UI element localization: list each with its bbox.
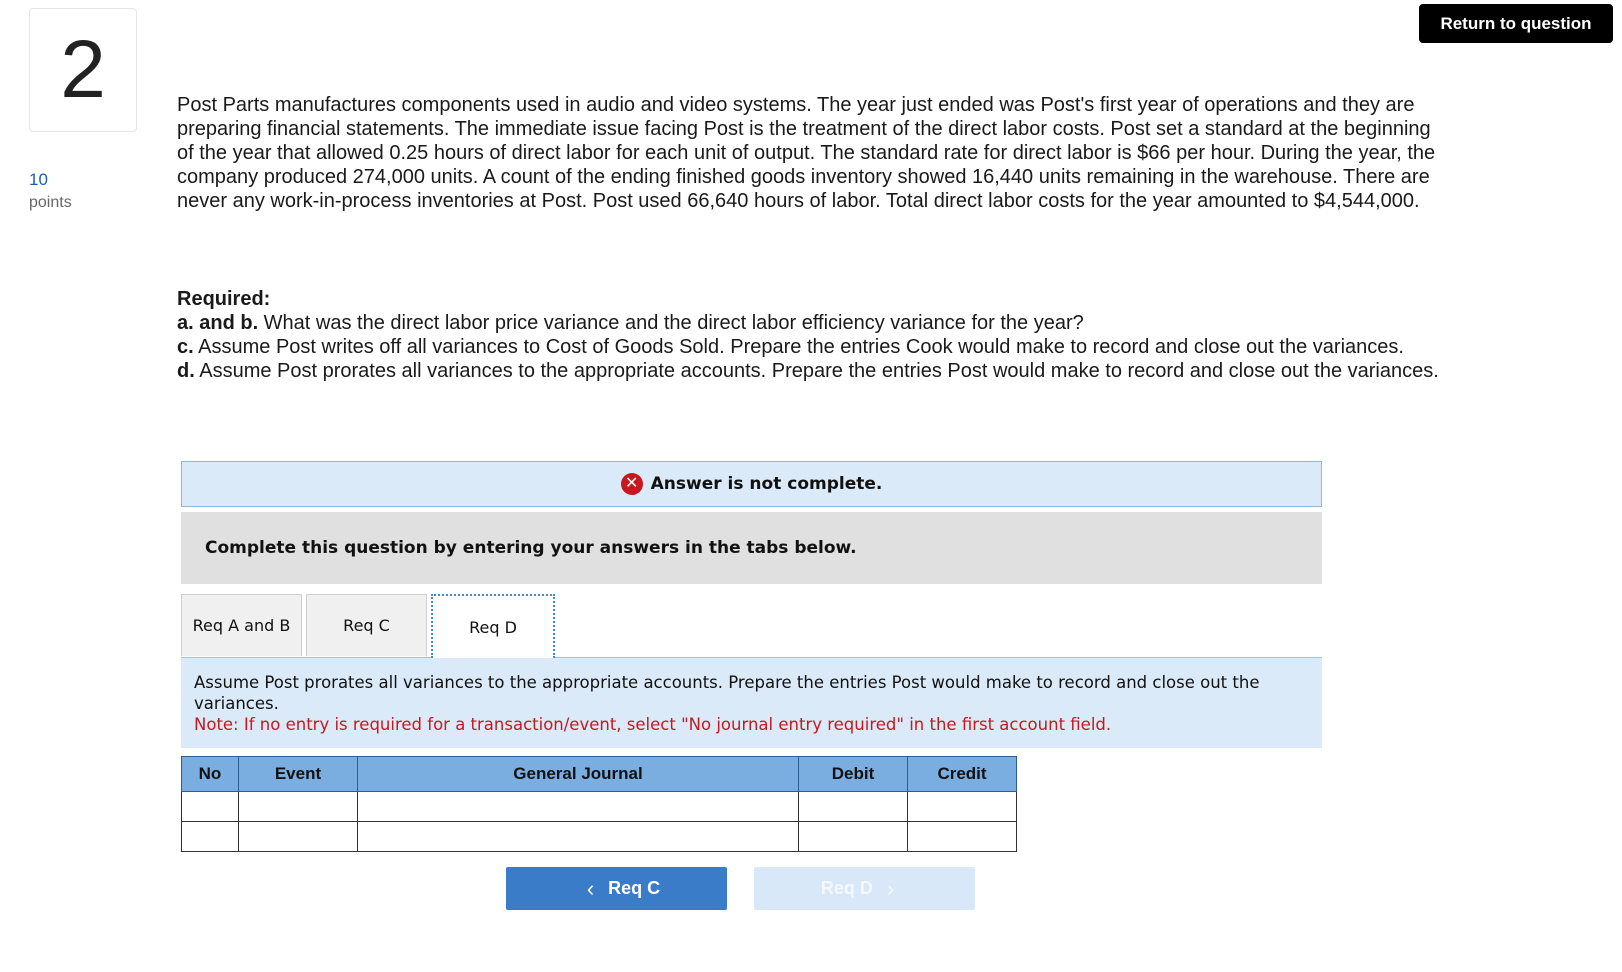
table-row bbox=[182, 792, 1017, 822]
answer-status-text: Answer is not complete. bbox=[650, 474, 883, 494]
points-value: 10 bbox=[29, 170, 48, 189]
cell-general-journal[interactable] bbox=[358, 792, 799, 822]
required-item-text: Assume Post writes off all variances to Cost of Goods Sold. Prepare the entries Cook would make to record and close out the variances. bbox=[193, 336, 1404, 358]
required-item-c bbox=[177, 335, 1442, 359]
prev-button-label: Req C bbox=[608, 878, 661, 898]
next-button-label: Req D bbox=[820, 878, 873, 898]
table-row bbox=[182, 822, 1017, 852]
question-text: Post Parts manufactures components used in audio and video systems. The year just ended was Post's first year of operations and they are preparing financial statements. The immediate issue facing Post is the treatment of the direct labor costs. Post set a standard at the beginning of the year that allowed 0.25 hours of direct labor for each unit of output. The standard rate for direct labor is $66 per hour. During the year, the company produced 274,000 units. A count of the ending finished goods inventory showed 16,440 units remaining in the warehouse. There are never any work-in-process inventories at Post. Post used 66,640 hours of labor. Total direct labor costs for the year amounted to $4,544,000. bbox=[177, 94, 1436, 212]
tab-bar bbox=[181, 594, 1322, 658]
cell-no[interactable] bbox=[182, 792, 239, 822]
points-label: points bbox=[29, 194, 72, 211]
cell-event[interactable] bbox=[239, 792, 358, 822]
cell-debit[interactable] bbox=[799, 792, 908, 822]
answer-status-banner bbox=[181, 461, 1322, 507]
panel-note: Note: If no entry is required for a transaction/event, select "No journal entry required" in the first account field. bbox=[194, 715, 1112, 734]
journal-header-row bbox=[182, 757, 1017, 792]
cell-credit[interactable] bbox=[908, 822, 1017, 852]
tab-req-c[interactable]: Req C bbox=[306, 594, 427, 656]
required-item-text: What was the direct labor price variance and the direct labor efficiency variance for the year? bbox=[258, 312, 1084, 334]
instruction-banner bbox=[181, 512, 1322, 584]
journal-table bbox=[181, 756, 1017, 852]
required-item-ab bbox=[177, 311, 1442, 335]
required-heading: Required: bbox=[177, 288, 271, 310]
cell-no[interactable] bbox=[182, 822, 239, 852]
instruction-text: Complete this question by entering your answers in the tabs below. bbox=[205, 538, 857, 558]
column-header-general-journal: General Journal bbox=[358, 757, 799, 792]
tab-panel bbox=[181, 658, 1322, 748]
panel-instruction: Assume Post prorates all variances to the appropriate accounts. Prepare the entries Post would make to record and close out the variances. bbox=[194, 673, 1260, 713]
error-x-icon: ✕ bbox=[621, 473, 643, 495]
prev-req-c-button[interactable] bbox=[506, 867, 727, 910]
tab-req-d[interactable]: Req D bbox=[431, 594, 555, 658]
required-section bbox=[177, 287, 1442, 383]
required-item-label: d. bbox=[177, 360, 195, 382]
cell-event[interactable] bbox=[239, 822, 358, 852]
question-number: 2 bbox=[60, 24, 106, 115]
cell-credit[interactable] bbox=[908, 792, 1017, 822]
question-number-box bbox=[29, 8, 137, 132]
required-item-text: Assume Post prorates all variances to the appropriate accounts. Prepare the entries Post would make to record and close out the variances. bbox=[194, 360, 1439, 382]
column-header-debit: Debit bbox=[799, 757, 908, 792]
tab-req-a-and-b[interactable]: Req A and B bbox=[181, 594, 302, 656]
column-header-credit: Credit bbox=[908, 757, 1017, 792]
required-item-label: a. and b. bbox=[177, 312, 259, 334]
chevron-right-icon: › bbox=[886, 875, 895, 901]
cell-debit[interactable] bbox=[799, 822, 908, 852]
required-item-label: c. bbox=[177, 336, 194, 358]
column-header-no: No bbox=[182, 757, 239, 792]
next-req-d-button bbox=[754, 867, 975, 910]
chevron-left-icon: ‹ bbox=[586, 875, 595, 901]
return-to-question-button[interactable]: Return to question bbox=[1419, 4, 1613, 43]
required-item-d bbox=[177, 359, 1442, 383]
cell-general-journal[interactable] bbox=[358, 822, 799, 852]
column-header-event: Event bbox=[239, 757, 358, 792]
